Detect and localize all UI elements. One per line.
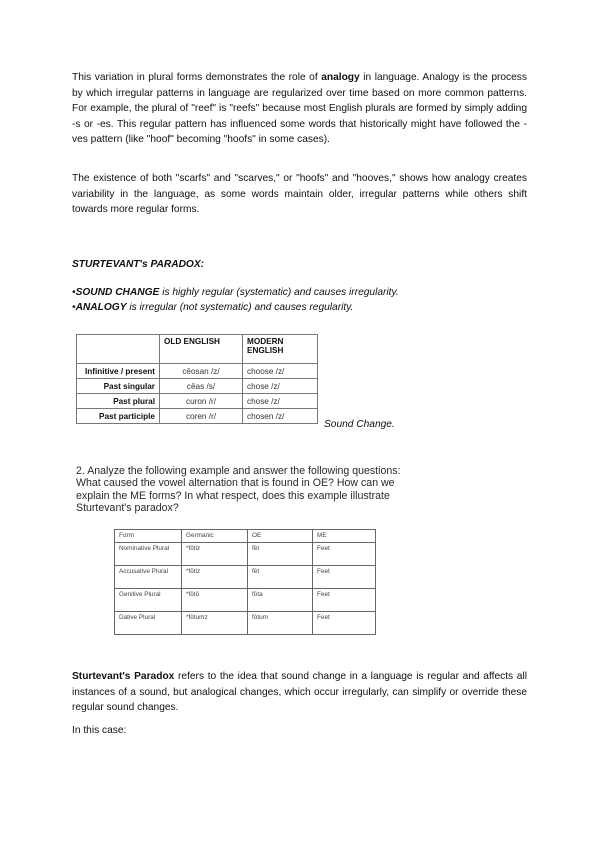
bullet-text: is irregular (not systematic) and causes regularity.	[126, 302, 354, 313]
bullet-marker: •	[72, 302, 76, 313]
table-cell: Accusative Plural	[115, 566, 182, 589]
paragraph-in-this-case: In this case:	[72, 725, 127, 736]
table-row-label: Infinitive / present	[77, 364, 160, 379]
table-cell: chose /z/	[243, 394, 318, 409]
bullet-marker: •	[72, 287, 76, 298]
bullet-term: ANALOGY	[75, 302, 127, 313]
bold-term-analogy: analogy	[321, 72, 360, 83]
table-row	[77, 364, 318, 379]
foot-plural-table	[114, 529, 376, 635]
table-cell: *fōtō	[182, 589, 248, 612]
table-row-label: Past singular	[77, 379, 160, 394]
table-cell: Dative Plural	[115, 612, 182, 635]
table-header-cell	[77, 335, 160, 364]
table-header-cell: Germanic	[182, 530, 248, 543]
table-header-cell: MODERN ENGLISH	[243, 335, 318, 364]
table-cell: Genitive Plural	[115, 589, 182, 612]
question-line: Sturtevant's paradox?	[76, 502, 179, 515]
table-cell: *fōtiz	[182, 566, 248, 589]
table-cell: Nominative Plural	[115, 543, 182, 566]
table-cell: *fōtumz	[182, 612, 248, 635]
table-header-row	[77, 335, 318, 364]
table-row	[77, 394, 318, 409]
table-cell: fōta	[248, 589, 313, 612]
bullet-term: SOUND CHANGE	[75, 287, 160, 298]
table-cell: fēt	[248, 566, 313, 589]
bullet-analogy	[72, 302, 353, 313]
table-row	[115, 589, 376, 612]
table-row	[77, 379, 318, 394]
table-cell: fōtum	[248, 612, 313, 635]
paragraph-text: in language. Analogy is the process by which irregular patterns in language are regularized over time based on more common patterns. For example, the plural of "reef" is "reefs" because most English plurals are formed by simply adding -s or -es. This regular pattern has influenced some words that historically might have followed the -ves pattern (like "hoof" becoming "hoofs" in some cases).	[72, 72, 527, 146]
table-row	[115, 543, 376, 566]
table-cell: cēosan /z/	[160, 364, 243, 379]
table-header-cell: ME	[313, 530, 376, 543]
table-row-label: Past plural	[77, 394, 160, 409]
bullet-text: is highly regular (systematic) and causes irregularity.	[159, 287, 399, 298]
question-line: 2. Analyze the following example and answer the following questions:	[76, 465, 401, 477]
table-caption: Sound Change.	[324, 419, 395, 430]
table-cell: Feet	[313, 566, 376, 589]
table-row	[77, 409, 318, 424]
question-line: What caused the vowel alternation that is found in OE? How can we	[76, 477, 395, 490]
table-cell: fēt	[248, 543, 313, 566]
table-cell: Feet	[313, 589, 376, 612]
table-header-cell: OE	[248, 530, 313, 543]
paragraph-sturtevant	[72, 669, 527, 716]
paragraph-text: refers to the idea that sound change in a language is regular and affects all instances of a sound, but analogical changes, which occur irregularly, can simplify or override these regular sound changes.	[72, 671, 527, 714]
table-header-cell: Form	[115, 530, 182, 543]
bold-term-sturtevant: Sturtevant's Paradox	[72, 671, 175, 682]
table-cell: chosen /z/	[243, 409, 318, 424]
sound-change-table	[76, 334, 318, 424]
table-cell: curon /r/	[160, 394, 243, 409]
table-cell: chose /z/	[243, 379, 318, 394]
bullet-sound-change	[72, 287, 399, 298]
paragraph-variability: The existence of both "scarfs" and "scarves," or "hoofs" and "hooves," shows how analogy creates variability in the language, as some words maintain older, irregular patterns while others shift towards more regular forms.	[72, 173, 527, 216]
section-heading: STURTEVANT's PARADOX:	[72, 259, 205, 270]
question-line: explain the ME forms? In what respect, does this example illustrate	[76, 489, 390, 502]
table-cell: choose /z/	[243, 364, 318, 379]
question-block	[76, 465, 536, 515]
table-cell: coren /r/	[160, 409, 243, 424]
paragraph-text: This variation in plural forms demonstrates the role of	[72, 72, 322, 83]
paragraph-analogy	[72, 70, 527, 148]
table-header-row	[115, 530, 376, 543]
table-header-cell: OLD ENGLISH	[160, 335, 243, 364]
table-cell: Feet	[313, 612, 376, 635]
table-row	[115, 566, 376, 589]
table-row	[115, 612, 376, 635]
table-cell: cēas /s/	[160, 379, 243, 394]
table-cell: *fōtiz	[182, 543, 248, 566]
table-cell: Feet	[313, 543, 376, 566]
table-row-label: Past participle	[77, 409, 160, 424]
